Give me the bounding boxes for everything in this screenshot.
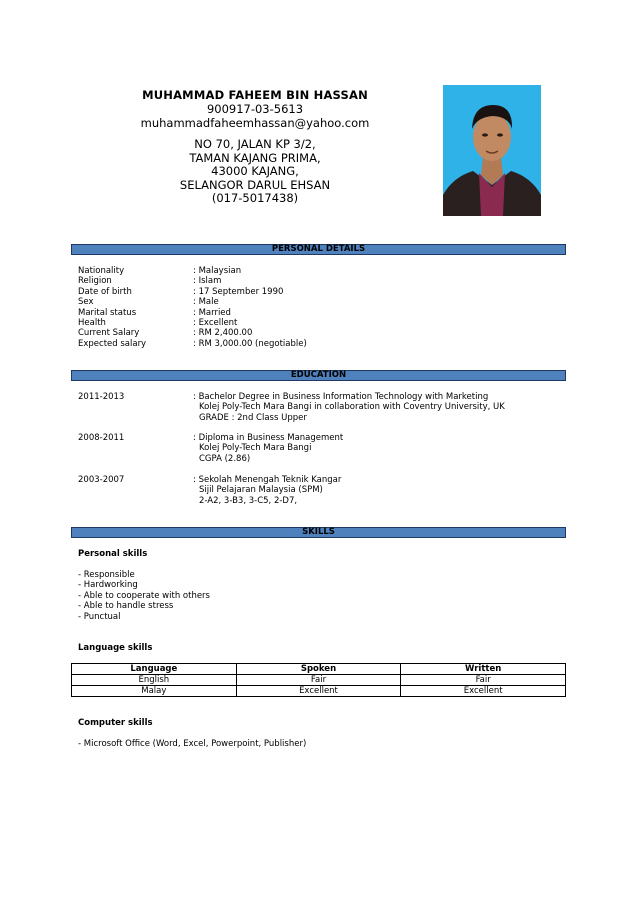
education-years: 2011-2013 [78,392,125,402]
education-line: Kolej Poly-Tech Mara Bangi [199,443,312,454]
detail-row [78,276,478,286]
table-cell: Fair [401,675,566,686]
detail-value: : RM 2,400.00 [193,328,253,339]
detail-value: : RM 3,000.00 (negotiable) [193,338,307,349]
detail-value: : Male [193,297,219,308]
detail-label: Nationality [78,266,125,276]
detail-row [78,339,478,349]
detail-label: Marital status [78,307,137,318]
education-entry [78,433,548,464]
portrait-illustration [443,85,541,216]
table-cell: English [72,675,237,686]
detail-row [78,297,478,307]
phone-number: (017-5017438) [211,191,299,205]
detail-value: : Married [193,307,231,318]
table-cell: Excellent [236,686,401,697]
section-bar-skills: SKILLS [71,527,566,538]
education-entry [78,392,548,423]
education-line: : Diploma in Business Management [193,433,344,443]
detail-label: Expected salary [78,338,147,349]
detail-label: Sex [78,297,94,308]
list-item: - Microsoft Office (Word, Excel, Powerpoint, Publisher) [78,739,307,749]
address-line: NO 70, JALAN KP 3/2, [194,137,316,151]
personal-skills-heading: Personal skills [78,549,148,559]
address-line: 43000 KAJANG, [211,164,299,178]
candidate-name: MUHAMMAD FAHEEM BIN HASSAN [142,88,368,102]
resume-header [120,88,390,206]
education-line: Sijil Pelajaran Malaysia (SPM) [199,485,323,496]
table-cell: Malay [72,686,237,697]
education-entry [78,475,548,506]
detail-label: Health [78,318,106,329]
detail-row [78,308,478,318]
section-bar-education: EDUCATION [71,370,566,381]
list-item: - Hardworking [78,580,138,591]
table-cell: Fair [236,675,401,686]
detail-value: : 17 September 1990 [193,286,284,297]
education-line: CGPA (2.86) [199,453,251,464]
list-item: - Punctual [78,611,121,622]
detail-row [78,328,478,338]
detail-label: Date of birth [78,286,132,297]
table-header-row [72,664,566,675]
column-header: Spoken [236,664,401,675]
detail-label: Current Salary [78,328,140,339]
education-line: 2-A2, 3-B3, 3-C5, 2-D7, [199,495,298,506]
detail-row [78,287,478,297]
personal-skills-list [78,570,210,622]
computer-skills-list [78,739,306,749]
education-line: : Bachelor Degree in Business Information Technology with Marketing [193,392,489,402]
personal-details-list [78,266,478,349]
ic-number: 900917-03-5613 [206,102,304,116]
address-line: TAMAN KAJANG PRIMA, [189,150,321,165]
education-line: GRADE : 2nd Class Upper [199,412,307,423]
table-row [72,675,566,686]
profile-photo [443,85,541,216]
computer-skills-heading: Computer skills [78,718,153,728]
column-header: Language [72,664,237,675]
list-item: - Able to cooperate with others [78,590,210,601]
education-years: 2003-2007 [78,475,125,485]
language-skills-heading: Language skills [78,643,153,653]
detail-value: : Malaysian [193,266,242,276]
column-header: Written [401,664,566,675]
detail-row [78,318,478,328]
detail-label: Religion [78,276,112,287]
detail-value: : Excellent [193,318,238,329]
table-cell: Excellent [401,686,566,697]
address-line: SELANGOR DARUL EHSAN [179,177,331,192]
education-years: 2008-2011 [78,433,125,443]
education-line: : Sekolah Menengah Teknik Kangar [193,475,342,485]
detail-row [78,266,478,276]
table-row [72,686,566,697]
language-skills-table [71,663,566,697]
list-item: - Responsible [78,570,135,580]
list-item: - Able to handle stress [78,601,174,612]
section-bar-personal-details: PERSONAL DETAILS [71,244,566,255]
email: muhammadfaheemhassan@yahoo.com [140,115,370,130]
education-line: Kolej Poly-Tech Mara Bangi in collaboration with Coventry University, UK [199,402,505,413]
detail-value: : Islam [193,276,222,287]
